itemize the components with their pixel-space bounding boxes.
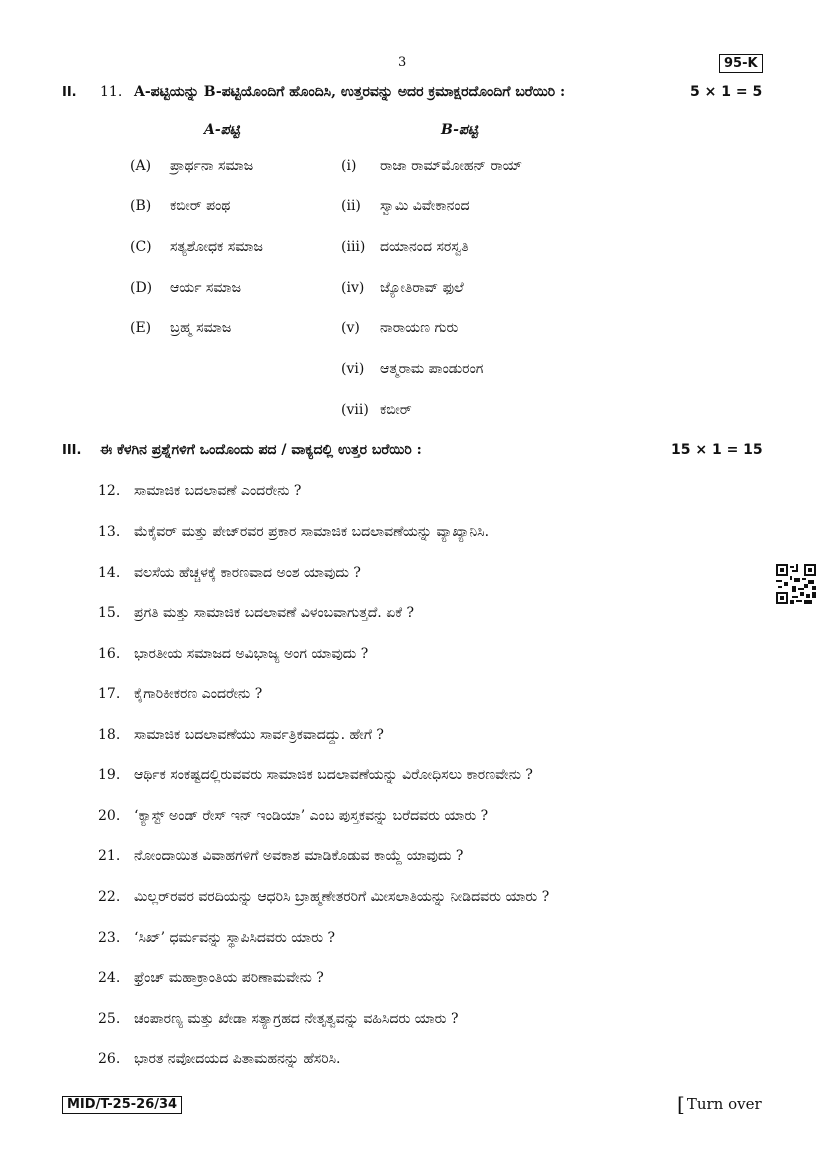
question-text: ನೋಂದಾಯಿತ ವಿವಾಹಗಳಿಗೆ ಅವಕಾಶ ಮಾಡಿಕೊಡುವ ಕಾಯ್ದೆ ಯಾವುದು ?: [134, 848, 464, 864]
list-a-key: (C): [130, 239, 152, 255]
section-iii-marks: 15 × 1 = 15: [671, 442, 763, 458]
question-text: ಫ್ರೆಂಚ್ ಮಹಾಕ್ರಾಂತಿಯ ಪರಿಣಾಮವೇನು ?: [134, 970, 324, 986]
list-a-item: [130, 158, 254, 174]
question-text: ‘ಕ್ಯಾಸ್ಟ್ ಅಂಡ್ ರೇಸ್ ಇನ್ ಇಂಡಿಯಾ’ ಎಂಬ ಪುಸ್ತಕವನ್ನು ಬರೆದವರು ಯಾರು ?: [134, 808, 489, 824]
question-item: [98, 970, 324, 986]
section-iii-number: III.: [62, 443, 82, 458]
list-b-text: ರಾಜಾ ರಾಮ್‌ಮೋಹನ್ ರಾಯ್: [380, 158, 523, 174]
list-b-item: [341, 402, 412, 418]
section-ii-marks: 5 × 1 = 5: [690, 84, 763, 100]
section-ii-instruction: A-ಪಟ್ಟಿಯನ್ನು B-ಪಟ್ಟಿಯೊಂದಿಗೆ ಹೊಂದಿಸಿ, ಉತ್ತರವನ್ನು ಅದರ ಕ್ರಮಾಕ್ಷರದೊಂದಿಗೆ ಬರೆಯಿರಿ :: [134, 84, 566, 100]
list-b-key: (iii): [341, 239, 366, 255]
question-text: ವಲಸೆಯ ಹೆಚ್ಚಳಕ್ಕೆ ಕಾರಣವಾದ ಅಂಶ ಯಾವುದು ?: [134, 565, 361, 581]
list-b-item: [341, 158, 523, 174]
list-b-heading: B-ಪಟ್ಟಿ: [441, 122, 479, 138]
question-number: 20.: [98, 808, 121, 824]
list-a-text: ಕಬೀರ್ ಪಂಥ: [170, 198, 231, 214]
turn-over-text: Turn over: [686, 1095, 762, 1113]
question-number: 13.: [98, 524, 121, 540]
question-text: ‘ಸಿಖ್’ ಧರ್ಮವನ್ನು ಸ್ಥಾಪಿಸಿದವರು ಯಾರು ?: [134, 930, 335, 946]
question-text: ಸಾಮಾಜಿಕ ಬದಲಾವಣೆಯು ಸಾರ್ವತ್ರಿಕವಾದದ್ದು. ಹೇಗೆ ?: [134, 727, 384, 743]
qr-code-icon: [776, 564, 816, 604]
list-a-text: ಬ್ರಹ್ಮ ಸಮಾಜ: [170, 320, 232, 336]
page-number: 3: [398, 55, 407, 70]
question-number: 16.: [98, 646, 121, 662]
question-number: 12.: [98, 483, 121, 499]
list-b-item: [341, 361, 484, 377]
question-number: 15.: [98, 605, 121, 621]
list-b-text: ನಾರಾಯಣ ಗುರು: [380, 320, 459, 336]
question-number: 23.: [98, 930, 121, 946]
list-b-key: (v): [341, 320, 360, 336]
question-item: [98, 889, 550, 905]
footer-paper-code: MID/T-25-26/34: [62, 1096, 182, 1114]
question-item: [98, 808, 489, 824]
list-a-key: (D): [130, 280, 153, 296]
section-iii-instruction: ಈ ಕೆಳಗಿನ ಪ್ರಶ್ನೆಗಳಿಗೆ ಒಂದೊಂದು ಪದ / ವಾಕ್ಯದಲ್ಲಿ ಉತ್ತರ ಬರೆಯಿರಿ :: [100, 442, 422, 458]
question-item: [98, 524, 490, 540]
paper-code: 95-K: [719, 54, 763, 73]
list-a-key: (A): [130, 158, 152, 174]
question-item: [98, 727, 384, 743]
list-b-text: ಕಬೀರ್: [380, 402, 412, 418]
question-number: 14.: [98, 565, 121, 581]
list-b-item: [341, 239, 469, 255]
list-a-heading: A-ಪಟ್ಟಿ: [204, 122, 240, 138]
list-a-item: [130, 239, 263, 255]
question-number: 25.: [98, 1011, 121, 1027]
list-a-text: ಆರ್ಯ ಸಮಾಜ: [170, 280, 242, 296]
list-a-item: [130, 320, 232, 336]
list-b-item: [341, 320, 459, 336]
section-ii-number: II.: [62, 85, 77, 100]
question-text: ಕೈಗಾರಿಕೀಕರಣ ಎಂದರೇನು ?: [134, 686, 263, 702]
question-item: [98, 565, 361, 581]
list-a-item: [130, 198, 231, 214]
question-text: ಭಾರತೀಯ ಸಮಾಜದ ಅವಿಭಾಜ್ಯ ಅಂಗ ಯಾವುದು ?: [134, 646, 369, 662]
list-b-key: (ii): [341, 198, 361, 214]
question-text: ಪ್ರಗತಿ ಮತ್ತು ಸಾಮಾಜಿಕ ಬದಲಾವಣೆ ವಿಳಂಬವಾಗುತ್ತದೆ. ಏಕೆ ?: [134, 605, 415, 621]
question-text: ಚಂಪಾರಣ್ಯ ಮತ್ತು ಖೇಡಾ ಸತ್ಯಾಗ್ರಹದ ನೇತೃತ್ವವನ್ನು ವಹಿಸಿದರು ಯಾರು ?: [134, 1011, 459, 1027]
list-b-key: (iv): [341, 280, 365, 296]
question-number: 18.: [98, 727, 121, 743]
list-b-text: ಜ್ಯೋತಿರಾವ್ ಫುಲೆ: [380, 280, 464, 296]
question-item: [98, 686, 263, 702]
question-item: [98, 1051, 341, 1067]
question-item: [98, 646, 369, 662]
question-item: [98, 1011, 459, 1027]
turn-over-note: [ Turn over: [677, 1092, 762, 1116]
list-b-item: [341, 198, 470, 214]
question-item: [98, 767, 533, 783]
question-number: 17.: [98, 686, 121, 702]
list-a-item: [130, 280, 242, 296]
question-11-number: 11.: [100, 84, 123, 100]
question-text: ಆರ್ಥಿಕ ಸಂಕಷ್ಟದಲ್ಲಿರುವವರು ಸಾಮಾಜಿಕ ಬದಲಾವಣೆಯನ್ನು ವಿರೋಧಿಸಲು ಕಾರಣವೇನು ?: [134, 767, 533, 783]
list-a-key: (E): [130, 320, 152, 336]
question-number: 22.: [98, 889, 121, 905]
list-a-key: (B): [130, 198, 152, 214]
question-text: ಮಿಲ್ಲರ್‌ರವರ ವರದಿಯನ್ನು ಆಧರಿಸಿ ಬ್ರಾಹ್ಮಣೇತರರಿಗೆ ಮೀಸಲಾತಿಯನ್ನು ನೀಡಿದವರು ಯಾರು ?: [134, 889, 550, 905]
list-b-text: ಸ್ವಾಮಿ ವಿವೇಕಾನಂದ: [380, 198, 470, 214]
list-b-key: (vi): [341, 361, 365, 377]
question-number: 21.: [98, 848, 121, 864]
question-item: [98, 848, 464, 864]
list-a-text: ಸತ್ಯಶೋಧಕ ಸಮಾಜ: [170, 239, 263, 255]
question-item: [98, 605, 415, 621]
list-b-item: [341, 280, 464, 296]
question-number: 24.: [98, 970, 121, 986]
question-text: ಸಾಮಾಜಿಕ ಬದಲಾವಣೆ ಎಂದರೇನು ?: [134, 483, 302, 499]
question-number: 19.: [98, 767, 121, 783]
question-number: 26.: [98, 1051, 121, 1067]
question-text: ಮೆಕೈವರ್ ಮತ್ತು ಪೇಜ್‌ರವರ ಪ್ರಕಾರ ಸಾಮಾಜಿಕ ಬದಲಾವಣೆಯನ್ನು ವ್ಯಾಖ್ಯಾನಿಸಿ.: [134, 524, 490, 540]
list-b-text: ಆತ್ಮರಾಮ ಪಾಂಡುರಂಗ: [380, 361, 484, 377]
list-a-text: ಪ್ರಾರ್ಥನಾ ಸಮಾಜ: [170, 158, 254, 174]
question-text: ಭಾರತ ನವೋದಯದ ಪಿತಾಮಹನನ್ನು ಹೆಸರಿಸಿ.: [134, 1051, 341, 1067]
list-b-key: (vii): [341, 402, 369, 418]
question-item: [98, 930, 335, 946]
list-b-text: ದಯಾನಂದ ಸರಸ್ವತಿ: [380, 239, 469, 255]
list-b-key: (i): [341, 158, 357, 174]
question-item: [98, 483, 302, 499]
